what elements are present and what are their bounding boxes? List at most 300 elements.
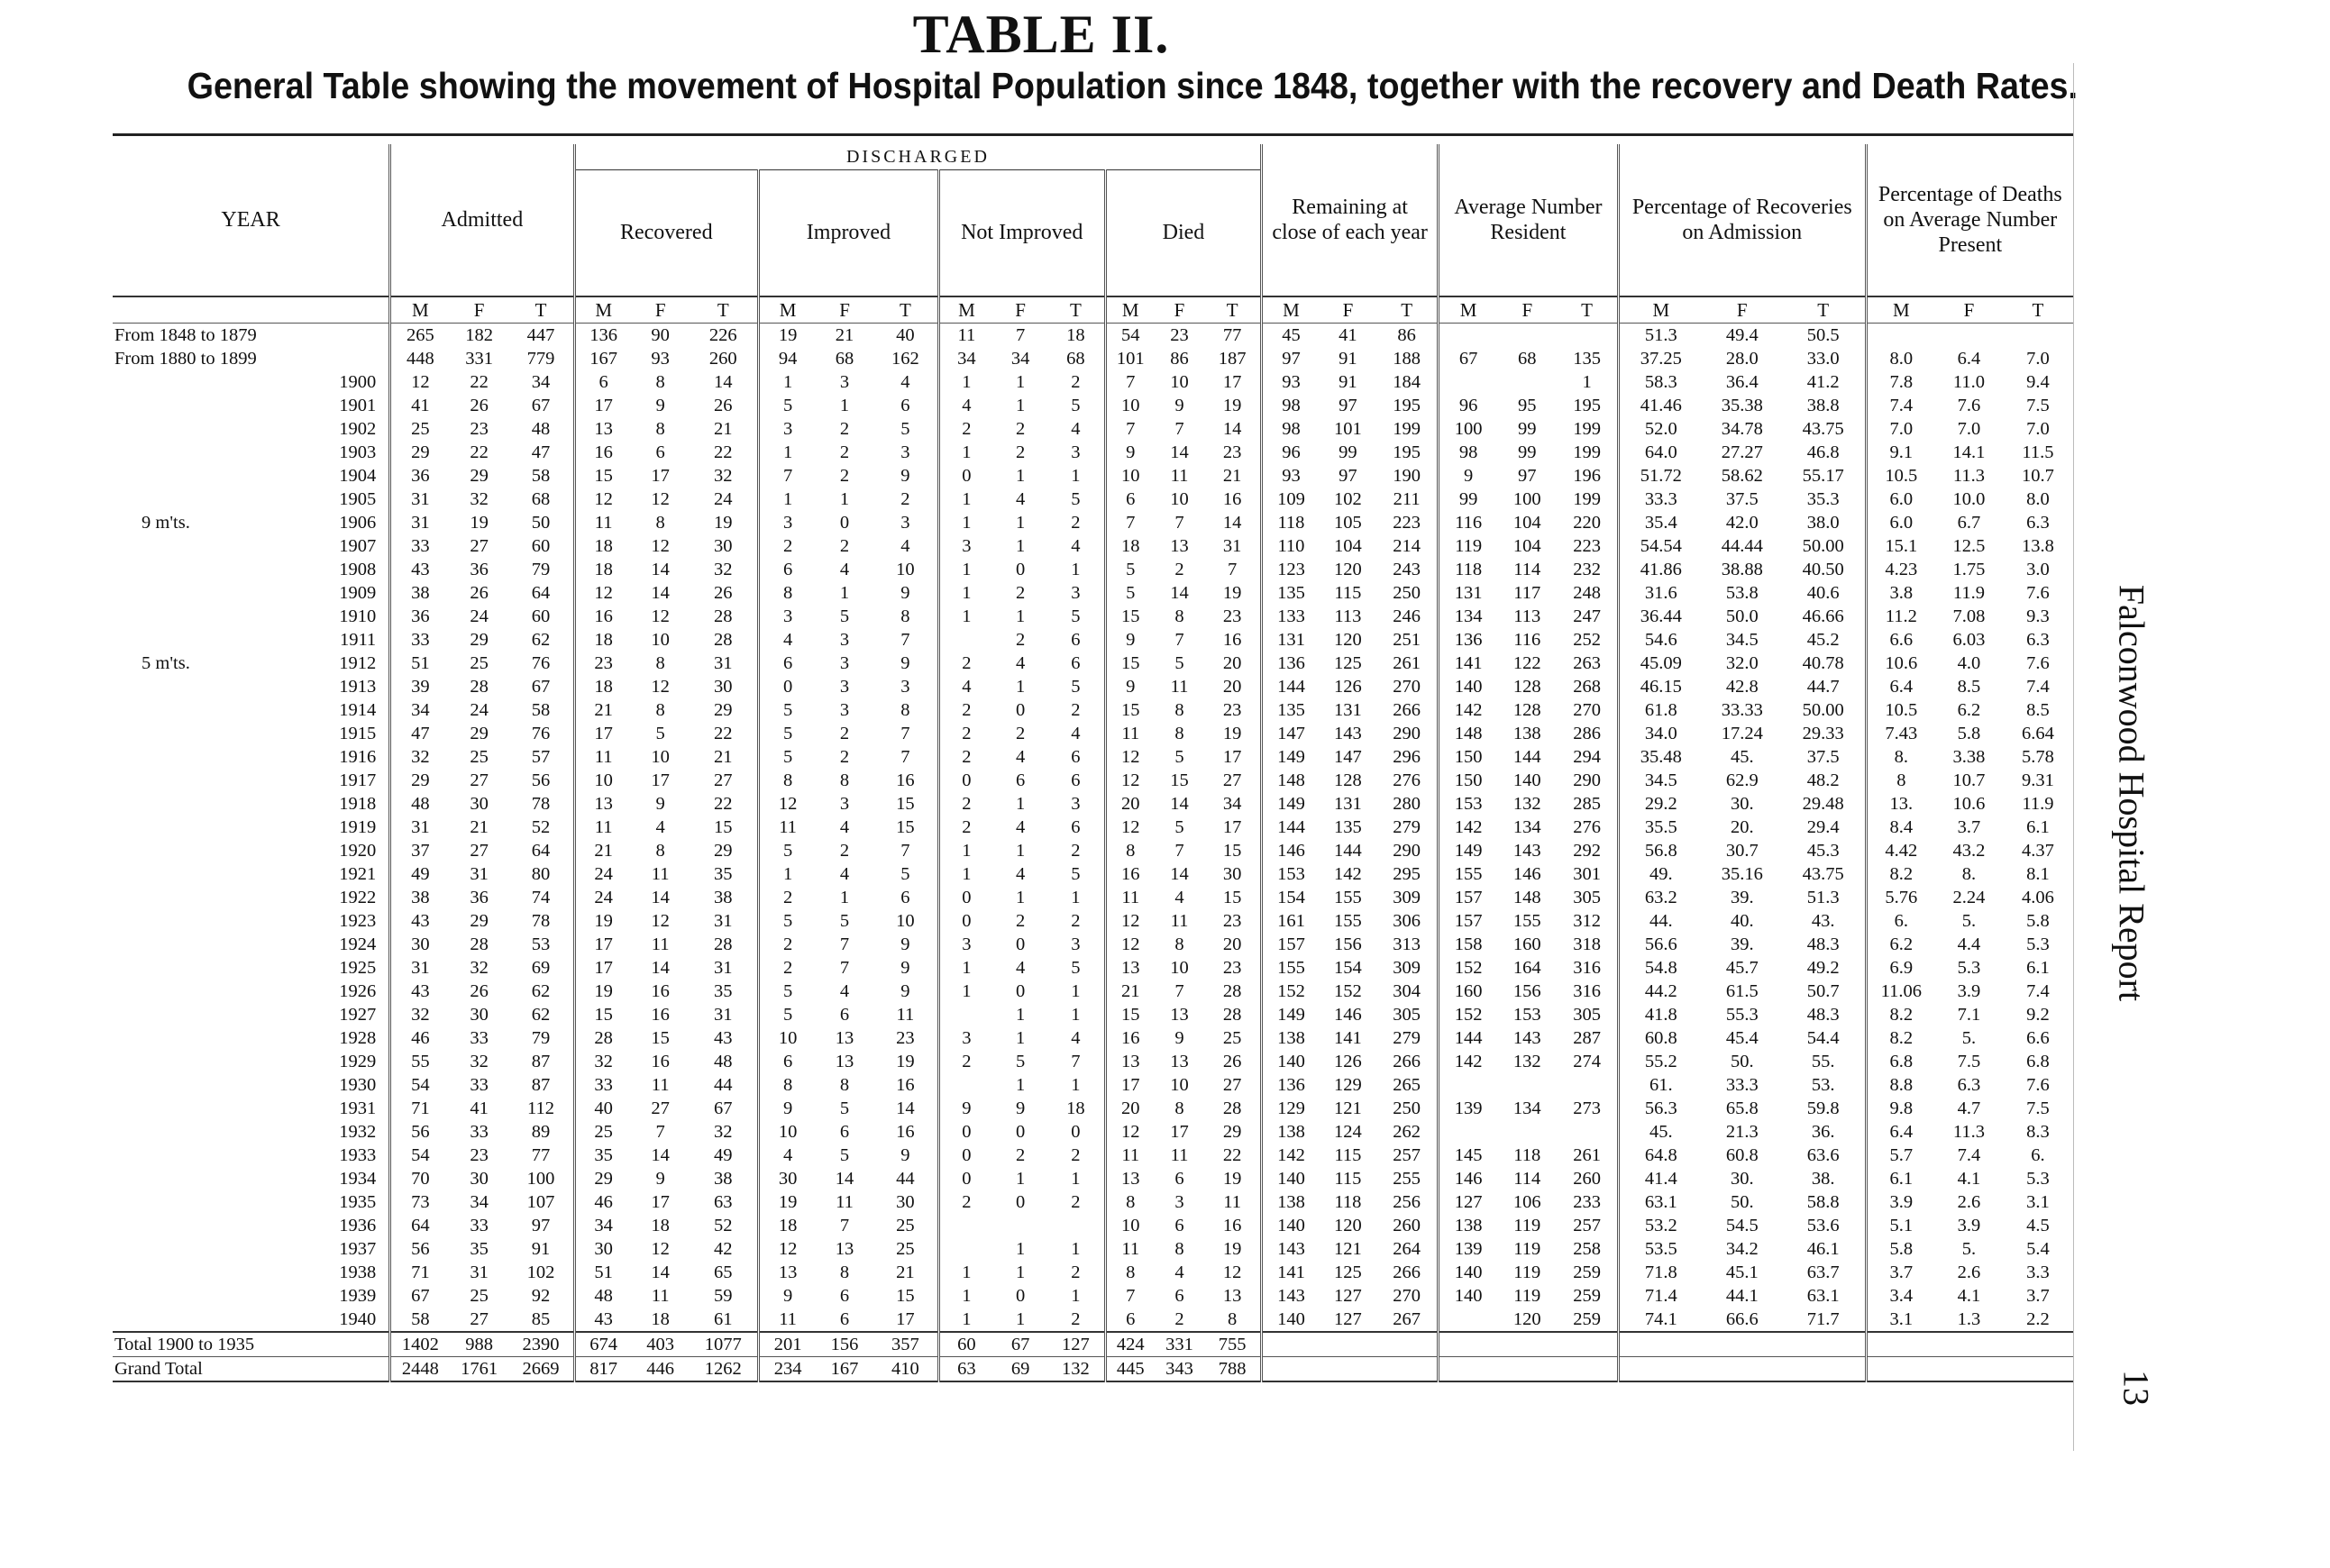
value-cell: 99 (1518, 418, 1537, 439)
value-cell: 13 (1170, 1004, 1189, 1025)
table-row (113, 464, 2073, 488)
value-cell: 16 (574, 605, 632, 628)
value-cell: 32.0 (1725, 652, 1759, 673)
value-cell: 135 (1573, 348, 1601, 369)
value-cell: 44.44 (1721, 535, 1763, 556)
value-cell (1438, 1332, 1497, 1357)
value-cell: 7.5 (1957, 1051, 1981, 1071)
value-cell: 11 (836, 1191, 854, 1212)
value-cell: 40 (574, 1097, 632, 1120)
value-cell: 14 (1222, 418, 1242, 439)
value-cell: 142 (1438, 816, 1497, 839)
value-cell: 0 (1015, 1285, 1026, 1306)
table-row (113, 417, 2073, 441)
value-cell: 41.86 (1618, 558, 1702, 581)
value-cell: 7 (900, 723, 910, 743)
year-label: 1900 (339, 371, 377, 392)
value-cell: 30 (470, 793, 489, 814)
value-cell: 20 (1105, 792, 1155, 816)
value-cell: 5 (1174, 652, 1184, 673)
value-cell: 5.8 (2026, 910, 2050, 931)
value-cell: 12 (390, 370, 450, 394)
value-cell: 4 (1174, 1262, 1184, 1282)
value-cell: 20 (1105, 1097, 1155, 1120)
year-label: 1916 (339, 746, 377, 767)
value-cell: 755 (1204, 1332, 1262, 1357)
value-cell: 67 (1438, 347, 1497, 370)
value-cell: 7 (1174, 980, 1184, 1001)
value-cell: 120 (1512, 1308, 1541, 1329)
value-cell: 27 (470, 535, 489, 556)
value-cell: 10.5 (1866, 698, 1935, 722)
value-cell: 4 (938, 394, 992, 417)
value-cell: 1 (938, 1284, 992, 1308)
value-cell: 18 (758, 1214, 816, 1237)
value-cell: 1 (1015, 1168, 1026, 1189)
value-cell: 64 (531, 582, 551, 603)
value-cell: 18 (651, 1308, 670, 1329)
value-cell: 14 (651, 957, 670, 978)
sub-header-cell: T (2003, 296, 2073, 324)
value-cell: 5 (655, 723, 665, 743)
value-cell: 65 (713, 1262, 733, 1282)
value-cell: 68 (1066, 348, 1085, 369)
value-cell: 93 (1262, 464, 1320, 488)
value-cell: 259 (1573, 1308, 1601, 1329)
value-cell: 38 (713, 887, 733, 907)
value-cell: 9.4 (2026, 371, 2050, 392)
value-cell: 49. (1618, 862, 1702, 886)
value-cell: 43 (574, 1308, 632, 1332)
value-cell: 296 (1393, 746, 1421, 767)
table-row (113, 792, 2073, 816)
value-cell: 107 (526, 1191, 555, 1212)
year-label: 1910 (339, 606, 377, 626)
value-cell: 19 (1222, 1168, 1242, 1189)
value-cell (1866, 323, 1935, 347)
value-cell: 25 (390, 417, 450, 441)
value-cell: 136 (1262, 1073, 1320, 1097)
value-cell: 34 (390, 698, 450, 722)
value-cell: 34 (531, 371, 551, 392)
year-label: 1936 (339, 1215, 377, 1235)
year-label: 1908 (339, 559, 377, 579)
value-cell: 160 (1438, 980, 1497, 1003)
value-cell: 52 (713, 1215, 733, 1235)
value-cell: 31 (390, 511, 450, 534)
value-cell: 56.8 (1618, 839, 1702, 862)
value-cell: 357 (873, 1332, 939, 1357)
value-cell: 8 (1174, 606, 1184, 626)
value-cell: 51 (390, 652, 450, 675)
value-cell: 7.43 (1866, 722, 1935, 745)
value-cell: 4.5 (2026, 1215, 2050, 1235)
value-cell: 199 (1573, 418, 1601, 439)
value-cell: 9 (900, 957, 910, 978)
value-cell: 59 (713, 1285, 733, 1306)
year-cell (113, 1073, 390, 1097)
value-cell: 18 (574, 534, 632, 558)
table-row (113, 1261, 2073, 1284)
value-cell: 46 (574, 1190, 632, 1214)
value-cell: 4 (1071, 535, 1081, 556)
value-cell: 56.3 (1618, 1097, 1702, 1120)
value-cell: 127 (1334, 1308, 1362, 1329)
year-label: 1928 (339, 1027, 377, 1048)
sub-header-cell: T (690, 296, 759, 324)
year-label: 1906 (339, 512, 377, 533)
table-row (113, 862, 2073, 886)
value-cell: 19 (574, 909, 632, 933)
value-cell: 38 (390, 886, 450, 909)
value-cell: 135 (1262, 698, 1320, 722)
value-cell: 10.6 (1952, 793, 1986, 814)
value-cell: 15.1 (1866, 534, 1935, 558)
value-cell: 7 (1174, 840, 1184, 861)
value-cell: 9 (655, 793, 665, 814)
value-cell: 157 (1438, 886, 1497, 909)
value-cell: 448 (390, 347, 450, 370)
value-cell: 27 (470, 770, 489, 790)
value-cell: 16 (574, 441, 632, 464)
value-cell: 6 (1174, 1215, 1184, 1235)
value-cell: 144 (1334, 840, 1362, 861)
value-cell: 7 (1105, 417, 1155, 441)
value-cell: 23 (1170, 324, 1189, 345)
value-cell: 3 (938, 933, 992, 956)
value-cell: 5 (1071, 863, 1081, 884)
table-row (113, 956, 2073, 980)
value-cell: 9 (1105, 441, 1155, 464)
year-label: 1929 (339, 1051, 377, 1071)
value-cell: 63.1 (1618, 1190, 1702, 1214)
value-cell: 93 (651, 348, 670, 369)
year-cell (113, 605, 390, 628)
value-cell: 2 (938, 417, 992, 441)
value-cell: 115 (1334, 1168, 1362, 1189)
value-cell: 233 (1573, 1191, 1601, 1212)
year-cell (113, 675, 390, 698)
value-cell: 69 (531, 957, 551, 978)
value-cell: 9 (1438, 464, 1497, 488)
value-cell: 67 (531, 395, 551, 415)
value-cell: 1 (938, 511, 992, 534)
value-cell: 6 (900, 887, 910, 907)
value-cell: 8.8 (1866, 1073, 1935, 1097)
value-cell: 9 (938, 1097, 992, 1120)
value-cell: 8.2 (1866, 862, 1935, 886)
value-cell: 45.7 (1725, 957, 1759, 978)
value-cell (1557, 1120, 1618, 1144)
value-cell: 7.6 (2026, 1074, 2050, 1095)
year-cell (113, 909, 390, 933)
value-cell: 71.4 (1618, 1284, 1702, 1308)
value-cell: 145 (1438, 1144, 1497, 1167)
value-cell: 43 (390, 909, 450, 933)
value-cell: 64 (531, 840, 551, 861)
value-cell: 779 (526, 348, 555, 369)
value-cell: 6 (1105, 1308, 1155, 1332)
value-cell: 2 (1015, 582, 1026, 603)
table-row (113, 628, 2073, 652)
table-row (113, 1003, 2073, 1026)
sub-header-cell: T (1047, 296, 1105, 324)
value-cell (1782, 1356, 1866, 1381)
value-cell: 142 (1438, 698, 1497, 722)
value-cell: 29.2 (1618, 792, 1702, 816)
value-cell: 63 (713, 1191, 733, 1212)
value-cell: 63 (938, 1356, 992, 1381)
value-cell: 4 (758, 628, 816, 652)
value-cell: 147 (1262, 722, 1320, 745)
value-cell: 140 (1262, 1050, 1320, 1073)
value-cell: 276 (1573, 816, 1601, 837)
value-cell: 133 (1262, 605, 1320, 628)
value-cell: 21 (574, 839, 632, 862)
value-cell: 54 (390, 1073, 450, 1097)
value-cell: 316 (1573, 957, 1601, 978)
value-cell: 11.2 (1866, 605, 1935, 628)
value-cell: 0 (1015, 559, 1026, 579)
value-cell: 30 (896, 1191, 915, 1212)
value-cell: 41 (390, 394, 450, 417)
value-cell: 32 (713, 465, 733, 486)
value-cell: 21 (1222, 465, 1242, 486)
value-cell: 102 (526, 1262, 555, 1282)
value-cell: 34 (470, 1191, 489, 1212)
value-cell: 13 (1105, 956, 1155, 980)
value-cell: 153 (1512, 1004, 1541, 1025)
value-cell: 4.1 (1957, 1285, 1981, 1306)
year-label: 1918 (339, 793, 377, 814)
value-cell: 2 (1015, 418, 1026, 439)
value-cell: 47 (531, 442, 551, 462)
value-cell: 17 (574, 933, 632, 956)
value-cell: 8. (1961, 863, 1977, 884)
value-cell: 26 (470, 582, 489, 603)
year-cell (113, 581, 390, 605)
value-cell: 27 (651, 1098, 670, 1118)
value-cell: 199 (1573, 442, 1601, 462)
value-cell: 51.3 (1618, 323, 1702, 347)
value-cell: 0 (938, 1120, 992, 1144)
value-cell: 5 (839, 910, 850, 931)
value-cell: 45. (1730, 746, 1754, 767)
value-cell: 45.09 (1618, 652, 1702, 675)
value-cell: 26 (470, 395, 489, 415)
value-cell: 301 (1573, 863, 1601, 884)
year-label: 1901 (339, 395, 377, 415)
value-cell: 50.00 (1802, 699, 1844, 720)
value-cell: 46.66 (1802, 606, 1844, 626)
value-cell: 2 (1071, 910, 1081, 931)
value-cell: 32 (713, 559, 733, 579)
sub-header-cell: F (632, 296, 690, 324)
table-row (113, 933, 2073, 956)
year-cell (113, 488, 390, 511)
value-cell: 12 (651, 535, 670, 556)
value-cell: 12.5 (1952, 535, 1986, 556)
value-cell: 156 (1512, 980, 1541, 1001)
value-cell: 17 (1170, 1121, 1189, 1142)
value-cell: 6. (2031, 1144, 2045, 1165)
value-cell: 113 (1513, 606, 1541, 626)
value-cell: 101 (1105, 347, 1155, 370)
value-cell: 29.48 (1802, 793, 1844, 814)
value-cell: 5 (1071, 395, 1081, 415)
value-cell: 3 (758, 417, 816, 441)
value-cell: 29.33 (1802, 723, 1844, 743)
value-cell: 16 (1222, 1215, 1242, 1235)
value-cell: 12 (1105, 1120, 1155, 1144)
value-cell: 15 (1105, 652, 1155, 675)
sub-header-cell: M (1105, 296, 1155, 324)
value-cell: 141 (1334, 1027, 1362, 1048)
value-cell: 143 (1262, 1284, 1320, 1308)
value-cell: 58.3 (1618, 370, 1702, 394)
value-cell: 5 (900, 418, 910, 439)
value-cell: 76 (531, 652, 551, 673)
value-cell: 266 (1393, 1051, 1421, 1071)
year-cell (113, 1026, 390, 1050)
value-cell: 62.9 (1725, 770, 1759, 790)
value-cell (1782, 1332, 1866, 1357)
table-row (113, 816, 2073, 839)
value-cell: 31 (713, 957, 733, 978)
value-cell: 101 (1334, 418, 1362, 439)
value-cell: 305 (1573, 1004, 1601, 1025)
value-cell: 7.4 (2026, 676, 2050, 697)
value-cell: 6.8 (2026, 1051, 2050, 1071)
value-cell: 8.1 (2026, 863, 2050, 884)
value-cell: 10 (758, 1026, 816, 1050)
value-cell (993, 1214, 1047, 1237)
side-report-title: Falconwood Hospital Report (2111, 584, 2152, 1002)
value-cell: 37.25 (1618, 347, 1702, 370)
value-cell: 4 (655, 816, 665, 837)
year-cell (113, 862, 390, 886)
value-cell: 13 (574, 417, 632, 441)
sub-header-cell: T (1204, 296, 1262, 324)
value-cell: 13 (1170, 535, 1189, 556)
value-cell: 138 (1512, 723, 1541, 743)
value-cell: 2 (1071, 512, 1081, 533)
year-cell (113, 1284, 390, 1308)
value-cell: 0 (938, 769, 992, 792)
year-cell (113, 1190, 390, 1214)
value-cell: 28 (1222, 1098, 1242, 1118)
page-number: 13 (2115, 1370, 2157, 1406)
value-cell: 30 (1222, 863, 1242, 884)
value-cell: 0 (1015, 1121, 1026, 1142)
value-cell: 260 (1393, 1215, 1421, 1235)
value-cell (1557, 323, 1618, 347)
value-cell: 19 (1222, 723, 1242, 743)
value-cell: 788 (1204, 1356, 1262, 1381)
value-cell: 121 (1334, 1238, 1362, 1259)
value-cell: 19 (1222, 395, 1242, 415)
value-cell: 3 (1071, 934, 1081, 954)
value-cell: 258 (1573, 1238, 1601, 1259)
value-cell: 150 (1438, 745, 1497, 769)
value-cell: 29 (713, 699, 733, 720)
value-cell: 154 (1334, 957, 1362, 978)
value-cell: 138 (1262, 1120, 1320, 1144)
value-cell: 25 (574, 1120, 632, 1144)
value-cell: 167 (816, 1356, 873, 1381)
value-cell: 129 (1262, 1097, 1320, 1120)
value-cell: 67 (713, 1098, 733, 1118)
value-cell: 47 (390, 722, 450, 745)
value-cell: 60 (531, 606, 551, 626)
value-cell: 11 (1170, 910, 1189, 931)
value-cell: 2669 (509, 1356, 575, 1381)
value-cell: 262 (1393, 1121, 1421, 1142)
value-cell: 148 (1438, 722, 1497, 745)
value-cell: 16 (1105, 1026, 1155, 1050)
value-cell: 77 (531, 1144, 551, 1165)
value-cell: 201 (758, 1332, 816, 1357)
value-cell: 6.0 (1866, 488, 1935, 511)
value-cell: 14 (651, 1144, 670, 1165)
value-cell: 129 (1334, 1074, 1362, 1095)
value-cell: 60.8 (1725, 1144, 1759, 1165)
value-cell: 35.5 (1618, 816, 1702, 839)
value-cell (1438, 1120, 1497, 1144)
value-cell: 1 (1015, 1308, 1026, 1329)
value-cell: 31 (713, 910, 733, 931)
value-cell: 53.2 (1618, 1214, 1702, 1237)
value-cell: 18 (1066, 1098, 1085, 1118)
value-cell: 33.0 (1806, 348, 1840, 369)
value-cell: 50 (531, 512, 551, 533)
value-cell: 12 (651, 488, 670, 509)
value-cell: 5.4 (2026, 1238, 2050, 1259)
header-average-resident: Average Number Resident (1438, 144, 1618, 296)
value-cell: 8 (758, 769, 816, 792)
value-cell: 79 (531, 1027, 551, 1048)
value-cell: 8 (1866, 769, 1935, 792)
value-cell: 63.1 (1806, 1285, 1840, 1306)
value-cell: 4 (1015, 816, 1026, 837)
value-cell: 35.4 (1618, 511, 1702, 534)
value-cell: 13 (1105, 1167, 1155, 1190)
page-title: TABLE II. (912, 5, 1170, 64)
value-cell: 223 (1393, 512, 1421, 533)
value-cell: 29.4 (1806, 816, 1840, 837)
year-label: 1927 (339, 1004, 377, 1025)
value-cell: 119 (1438, 534, 1497, 558)
table-row (113, 1144, 2073, 1167)
value-cell: 11 (1170, 465, 1189, 486)
value-cell: 19 (574, 980, 632, 1003)
sub-header-cell: M (938, 296, 992, 324)
value-cell: 11 (1170, 676, 1189, 697)
value-cell: 100 (526, 1168, 555, 1189)
value-cell: 44.7 (1806, 676, 1840, 697)
value-cell: 91 (531, 1238, 551, 1259)
value-cell: 9 (1174, 395, 1184, 415)
value-cell: 50.0 (1725, 606, 1759, 626)
value-cell: 2 (1015, 629, 1026, 650)
value-cell: 9 (1105, 628, 1155, 652)
value-cell: 306 (1393, 910, 1421, 931)
value-cell: 34 (938, 347, 992, 370)
value-cell: 24 (713, 488, 733, 509)
value-cell: 3 (900, 512, 910, 533)
value-cell: 7 (1015, 324, 1026, 345)
value-cell: 3 (900, 442, 910, 462)
